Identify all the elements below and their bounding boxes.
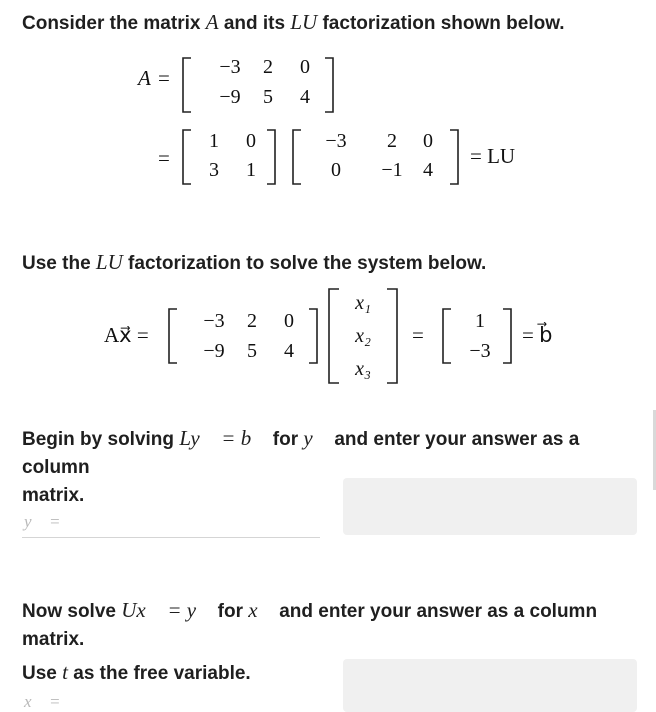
- right-bracket: [306, 307, 320, 365]
- step2-text-part: for: [212, 601, 249, 622]
- lu-symbol: LU: [290, 10, 318, 34]
- step2-equation: Ux⃗ = y⃗: [121, 598, 213, 622]
- right-bracket: [500, 307, 514, 365]
- vector-b-entry: −3: [469, 340, 491, 362]
- step1-line2: matrix.: [22, 485, 85, 506]
- matrix-a-cell: 4: [300, 86, 310, 108]
- equals-sign: =: [158, 66, 170, 90]
- step2-text-part: Now solve: [22, 601, 122, 622]
- step1-equation: Ly⃗ = b⃗: [179, 426, 268, 450]
- step2-line1: [22, 596, 652, 654]
- lu-symbol: LU: [95, 250, 123, 274]
- step2-text-part: Use: [22, 663, 63, 684]
- matrix-u-cell: 4: [423, 159, 433, 181]
- matrix-l-cell: 0: [246, 130, 256, 152]
- vector-x-entry: x₁: [355, 292, 371, 314]
- matrix-a-cell: 0: [300, 56, 310, 78]
- lu-result: = LU: [470, 144, 516, 168]
- left-bracket: [290, 128, 304, 186]
- step1-text-part: and enter your answer as a column: [22, 429, 580, 478]
- matrix-a-symbol: A: [205, 10, 219, 34]
- vector-x-entry: x₂: [355, 325, 371, 347]
- system-matrix-cell: 0: [284, 310, 294, 332]
- matrix-l-cell: 1: [209, 130, 219, 152]
- instruction-text-part: Use the: [22, 253, 96, 274]
- left-bracket: [180, 128, 194, 186]
- system-lhs: Ax⃗ =: [104, 323, 149, 347]
- left-bracket: [166, 307, 180, 365]
- equals-sign: =: [412, 323, 424, 347]
- system-matrix-cell: 4: [284, 340, 294, 362]
- step2-text-part: as the free variable.: [67, 663, 251, 684]
- factorization-display: [0, 50, 656, 200]
- intro-text-part: Consider the matrix: [22, 13, 206, 34]
- matrix-u-cell: 0: [423, 130, 433, 152]
- instruction-text-part: factorization to solve the system below.: [122, 253, 487, 274]
- instruction-text: [22, 248, 486, 278]
- answer-y-label: y⃗ =: [24, 512, 61, 531]
- factorization-lhs: A: [138, 66, 151, 90]
- intro-text: [22, 8, 565, 38]
- free-variable: t: [62, 660, 68, 684]
- intro-text-part: factorization shown below.: [317, 13, 565, 34]
- intro-text-part: and its: [218, 13, 291, 34]
- answer-y-preview-box: [343, 478, 637, 535]
- step1-text-part: Begin by solving: [22, 429, 180, 450]
- system-matrix-cell: 2: [247, 310, 257, 332]
- right-bracket: [447, 128, 461, 186]
- matrix-l-cell: 3: [209, 159, 219, 181]
- system-matrix-cell: 5: [247, 340, 257, 362]
- right-bracket: [264, 128, 278, 186]
- matrix-a-cell: −9: [219, 86, 241, 108]
- answer-x-preview-box: [343, 659, 637, 712]
- matrix-a-cell: 2: [263, 56, 273, 78]
- matrix-a-cell: −3: [219, 56, 241, 78]
- step1-text-part: for: [267, 429, 304, 450]
- vector-b-symbol: = b⃗: [522, 323, 553, 347]
- answer-y-input[interactable]: [22, 537, 320, 538]
- step1-variable: y⃗: [303, 426, 330, 450]
- step2-text-part: and enter your answer as a column matrix.: [22, 601, 598, 650]
- matrix-l-cell: 1: [246, 159, 256, 181]
- matrix-a-cell: 5: [263, 86, 273, 108]
- left-bracket: [326, 287, 342, 385]
- left-bracket: [180, 56, 194, 114]
- matrix-u-cell: −1: [381, 159, 403, 181]
- matrix-u-cell: 2: [387, 130, 397, 152]
- right-bracket: [384, 287, 400, 385]
- system-matrix-cell: −9: [203, 340, 225, 362]
- answer-x-label: x⃗ =: [24, 692, 61, 711]
- vector-b-entry: 1: [475, 310, 485, 332]
- system-display: [0, 285, 656, 395]
- matrix-u-cell: 0: [331, 159, 341, 181]
- step2-variable: x⃗: [248, 598, 274, 622]
- step1-line1: [22, 424, 634, 482]
- right-bracket: [322, 56, 336, 114]
- system-matrix-cell: −3: [203, 310, 225, 332]
- left-bracket: [440, 307, 454, 365]
- matrix-u-cell: −3: [325, 130, 347, 152]
- vector-x-entry: x₃: [355, 358, 371, 380]
- equals-sign: =: [158, 146, 170, 170]
